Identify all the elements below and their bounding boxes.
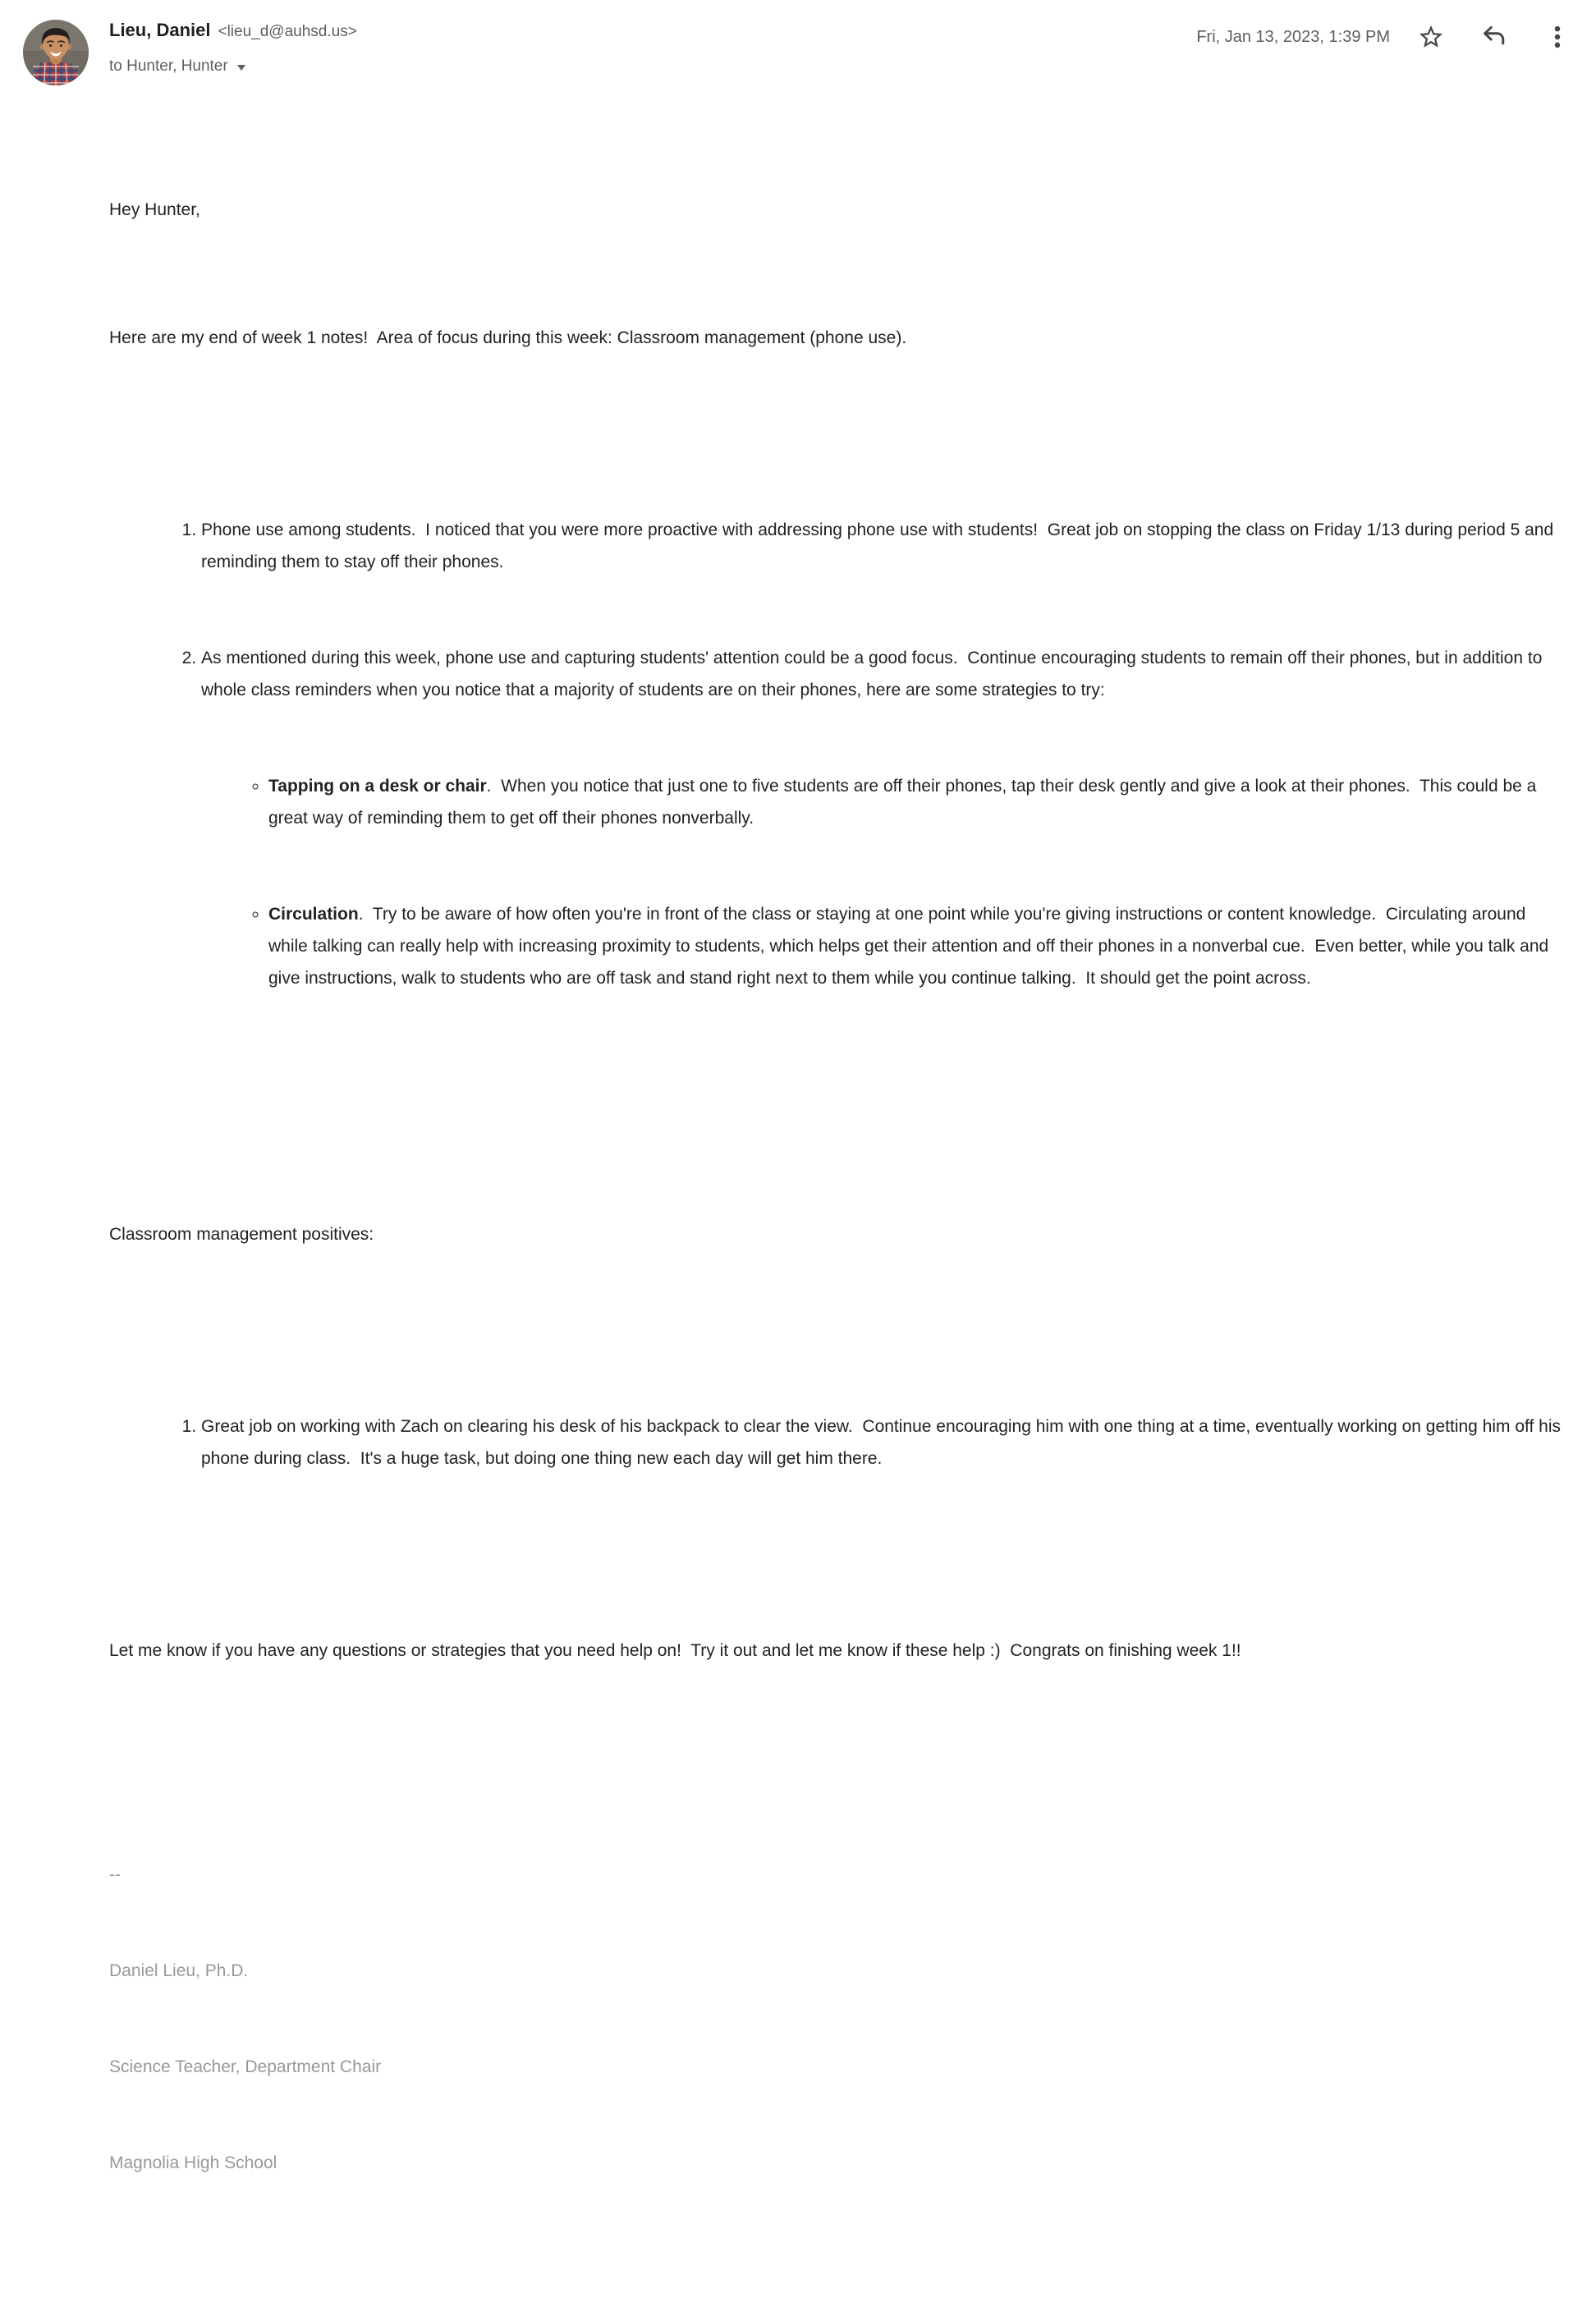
three-dot-menu-icon bbox=[1543, 23, 1571, 51]
sender-name: Lieu, Daniel bbox=[109, 20, 211, 40]
week-note-1: Phone use among students. I noticed that you were more proactive with addressing phone use with students! Great job on stopping the class on Friday 1/13 during period 5 and reminding them to stay off their phones. bbox=[201, 521, 1559, 571]
signature-title: Science Teacher, Department Chair bbox=[109, 2057, 382, 2076]
more-options-button[interactable] bbox=[1538, 17, 1577, 57]
chevron-down-icon bbox=[237, 65, 245, 71]
greeting: Hey Hunter, bbox=[109, 200, 200, 219]
list-item bbox=[201, 514, 1568, 578]
reply-button[interactable] bbox=[1474, 17, 1514, 57]
signature-school: Magnolia High School bbox=[109, 2153, 277, 2172]
message-date: Fri, Jan 13, 2023, 1:39 PM bbox=[1196, 28, 1390, 46]
positive-note-1: Great job on working with Zach on clearing his desk of his backpack to clear the view. Continue encouraging him with one thing at a time, eventually working on getting him off his phone during class. It's a huge task, but doing one thing new each day will get him there. bbox=[201, 1417, 1566, 1468]
closing-paragraph: Let me know if you have any questions or strategies that you need help on! Try it out and let me know if these help :) Congrats on finishing week 1!! bbox=[109, 1641, 1241, 1660]
week-note-2: As mentioned during this week, phone use and capturing students' attention could be a good focus. Continue encouraging students to remain off their phones, but in addition to whole class reminders when you notice that a majority of students are on their phones, here are some strategies to try: bbox=[201, 649, 1548, 699]
reply-arrow-icon bbox=[1480, 23, 1508, 51]
list-item bbox=[268, 898, 1568, 994]
sender-info bbox=[89, 13, 1196, 77]
strategy-text: . When you notice that just one to five students are off their phones, tap their desk gently and give a look at their phones. This could be a great way of reminding them to get off their phones nonverbally. bbox=[268, 777, 1542, 828]
week-notes-list bbox=[109, 450, 1568, 1122]
message-body bbox=[109, 98, 1568, 2307]
message-header bbox=[0, 0, 1596, 85]
star-button[interactable] bbox=[1411, 17, 1451, 57]
strategy-text: . Try to be aware of how often you're in front of the class or staying at one point while you're giving instructions or content knowledge. Circulating around while talking can really help with increasing proximity to students, which helps get their attention and off their phones in a nonverbal cue. Even better, while you talk and give instructions, walk to students who are off task and stand right next to them while you continue talking. It should get the point across. bbox=[268, 905, 1554, 988]
star-outline-icon bbox=[1417, 23, 1445, 51]
header-actions bbox=[1196, 17, 1577, 57]
strategy-title: Circulation bbox=[268, 905, 359, 924]
recipient-dropdown[interactable] bbox=[109, 56, 245, 77]
sender-avatar[interactable] bbox=[23, 20, 89, 85]
sender-email: <lieu_d@auhsd.us> bbox=[218, 23, 357, 40]
signature-divider: -- bbox=[109, 1865, 121, 1884]
sender-line bbox=[109, 18, 1196, 44]
list-item bbox=[201, 1410, 1568, 1475]
intro-paragraph: Here are my end of week 1 notes! Area of focus during this week: Classroom management (phone use). bbox=[109, 328, 907, 347]
list-item bbox=[268, 770, 1568, 834]
avatar-photo bbox=[23, 20, 89, 85]
strategies-list bbox=[201, 706, 1568, 1058]
positives-heading: Classroom management positives: bbox=[109, 1225, 374, 1244]
signature-name: Daniel Lieu, Ph.D. bbox=[109, 1961, 249, 1980]
list-item bbox=[201, 642, 1568, 1058]
email-signature bbox=[109, 1795, 1568, 2243]
recipient-label: to Hunter, Hunter bbox=[109, 57, 228, 75]
positives-list bbox=[109, 1346, 1568, 1539]
strategy-title: Tapping on a desk or chair bbox=[268, 777, 487, 796]
